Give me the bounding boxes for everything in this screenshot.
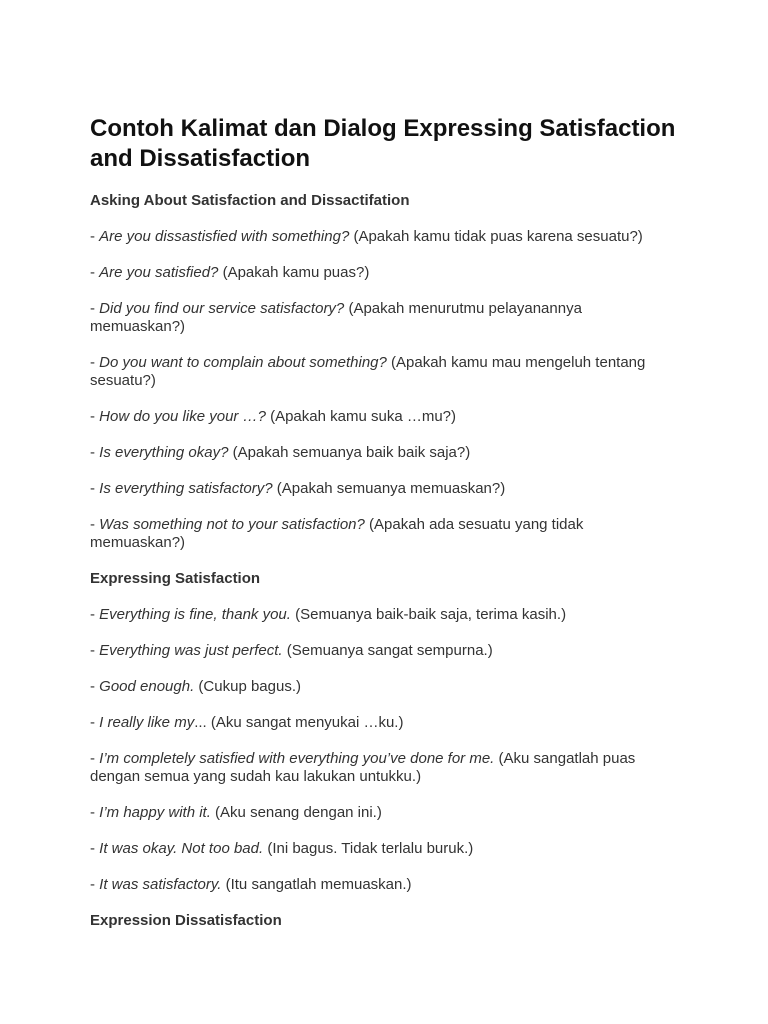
english-expression: I’m completely satisfied with everything you’ve done for me. xyxy=(99,750,495,767)
english-expression: Everything was just perfect. xyxy=(99,642,283,659)
expression-item xyxy=(90,300,680,336)
item-bullet: - xyxy=(90,228,100,245)
item-bullet: - xyxy=(90,264,100,281)
section-heading: Expressing Satisfaction xyxy=(90,570,261,587)
section-heading: Expression Dissatisfaction xyxy=(90,912,282,929)
indonesian-translation: (Apakah ada sesuatu yang tidak memuaskan?) xyxy=(90,516,584,551)
indonesian-translation: (Semuanya baik-baik saja, terima kasih.) xyxy=(290,606,567,623)
expression-item xyxy=(90,714,680,732)
indonesian-translation: (Apakah kamu puas?) xyxy=(218,264,370,281)
indonesian-translation: (Semuanya sangat sempurna.) xyxy=(282,642,493,659)
item-bullet: - xyxy=(90,714,100,731)
english-expression: I’m happy with it. xyxy=(99,804,211,821)
english-expression: How do you like your …? xyxy=(99,408,266,425)
expression-item xyxy=(90,228,680,246)
item-bullet: - xyxy=(90,642,100,659)
indonesian-translation: (Ini bagus. Tidak terlalu buruk.) xyxy=(263,840,474,857)
expression-item xyxy=(90,642,680,660)
indonesian-translation: (Apakah kamu mau mengeluh tentang sesuatu?) xyxy=(90,354,646,389)
english-expression-suffix: ... xyxy=(194,714,207,731)
item-bullet: - xyxy=(90,678,100,695)
indonesian-translation: (Apakah kamu suka …mu?) xyxy=(265,408,456,425)
item-bullet: - xyxy=(90,444,100,461)
english-expression: Was something not to your satisfaction? xyxy=(99,516,365,533)
indonesian-translation: (Apakah semuanya memuaskan?) xyxy=(272,480,506,497)
english-expression: Everything is fine, thank you. xyxy=(99,606,291,623)
page-title: Contoh Kalimat dan Dialog Expressing Satisfaction and Dissatisfaction xyxy=(90,115,676,172)
expression-item xyxy=(90,876,680,894)
expression-item xyxy=(90,444,680,462)
item-bullet: - xyxy=(90,480,100,497)
item-bullet: - xyxy=(90,804,100,821)
item-bullet: - xyxy=(90,840,100,857)
english-expression: Are you dissastisfied with something? xyxy=(99,228,350,245)
indonesian-translation: (Apakah kamu tidak puas karena sesuatu?) xyxy=(349,228,643,245)
item-bullet: - xyxy=(90,750,100,767)
expression-item xyxy=(90,408,680,426)
document-page xyxy=(90,114,680,948)
indonesian-translation: (Aku senang dengan ini.) xyxy=(210,804,382,821)
item-bullet: - xyxy=(90,606,100,623)
english-expression: It was okay. Not too bad. xyxy=(99,840,264,857)
document-body xyxy=(90,192,680,930)
item-bullet: - xyxy=(90,516,100,533)
english-expression: Good enough. xyxy=(99,678,195,695)
english-expression: Did you find our service satisfactory? xyxy=(99,300,345,317)
indonesian-translation: (Apakah menurutmu pelayanannya memuaskan?) xyxy=(90,300,582,335)
indonesian-translation: (Cukup bagus.) xyxy=(194,678,301,695)
section-heading: Asking About Satisfaction and Dissactifation xyxy=(90,192,410,209)
expression-item xyxy=(90,750,680,786)
expression-item xyxy=(90,606,680,624)
english-expression: Do you want to complain about something? xyxy=(99,354,387,371)
expression-item xyxy=(90,264,680,282)
indonesian-translation: (Apakah semuanya baik baik saja?) xyxy=(228,444,471,461)
expression-item xyxy=(90,804,680,822)
english-expression: Is everything satisfactory? xyxy=(99,480,273,497)
english-expression: It was satisfactory. xyxy=(99,876,222,893)
indonesian-translation: (Aku sangat menyukai …ku.) xyxy=(206,714,404,731)
item-bullet: - xyxy=(90,408,100,425)
item-bullet: - xyxy=(90,354,100,371)
english-expression: I really like my xyxy=(99,714,195,731)
expression-item xyxy=(90,678,680,696)
expression-item xyxy=(90,516,680,552)
english-expression: Is everything okay? xyxy=(99,444,229,461)
item-bullet: - xyxy=(90,300,100,317)
english-expression: Are you satisfied? xyxy=(99,264,219,281)
expression-item xyxy=(90,354,680,390)
indonesian-translation: (Aku sangatlah puas dengan semua yang sudah kau lakukan untukku.) xyxy=(90,750,636,785)
expression-item xyxy=(90,480,680,498)
indonesian-translation: (Itu sangatlah memuaskan.) xyxy=(221,876,412,893)
item-bullet: - xyxy=(90,876,100,893)
expression-item xyxy=(90,840,680,858)
